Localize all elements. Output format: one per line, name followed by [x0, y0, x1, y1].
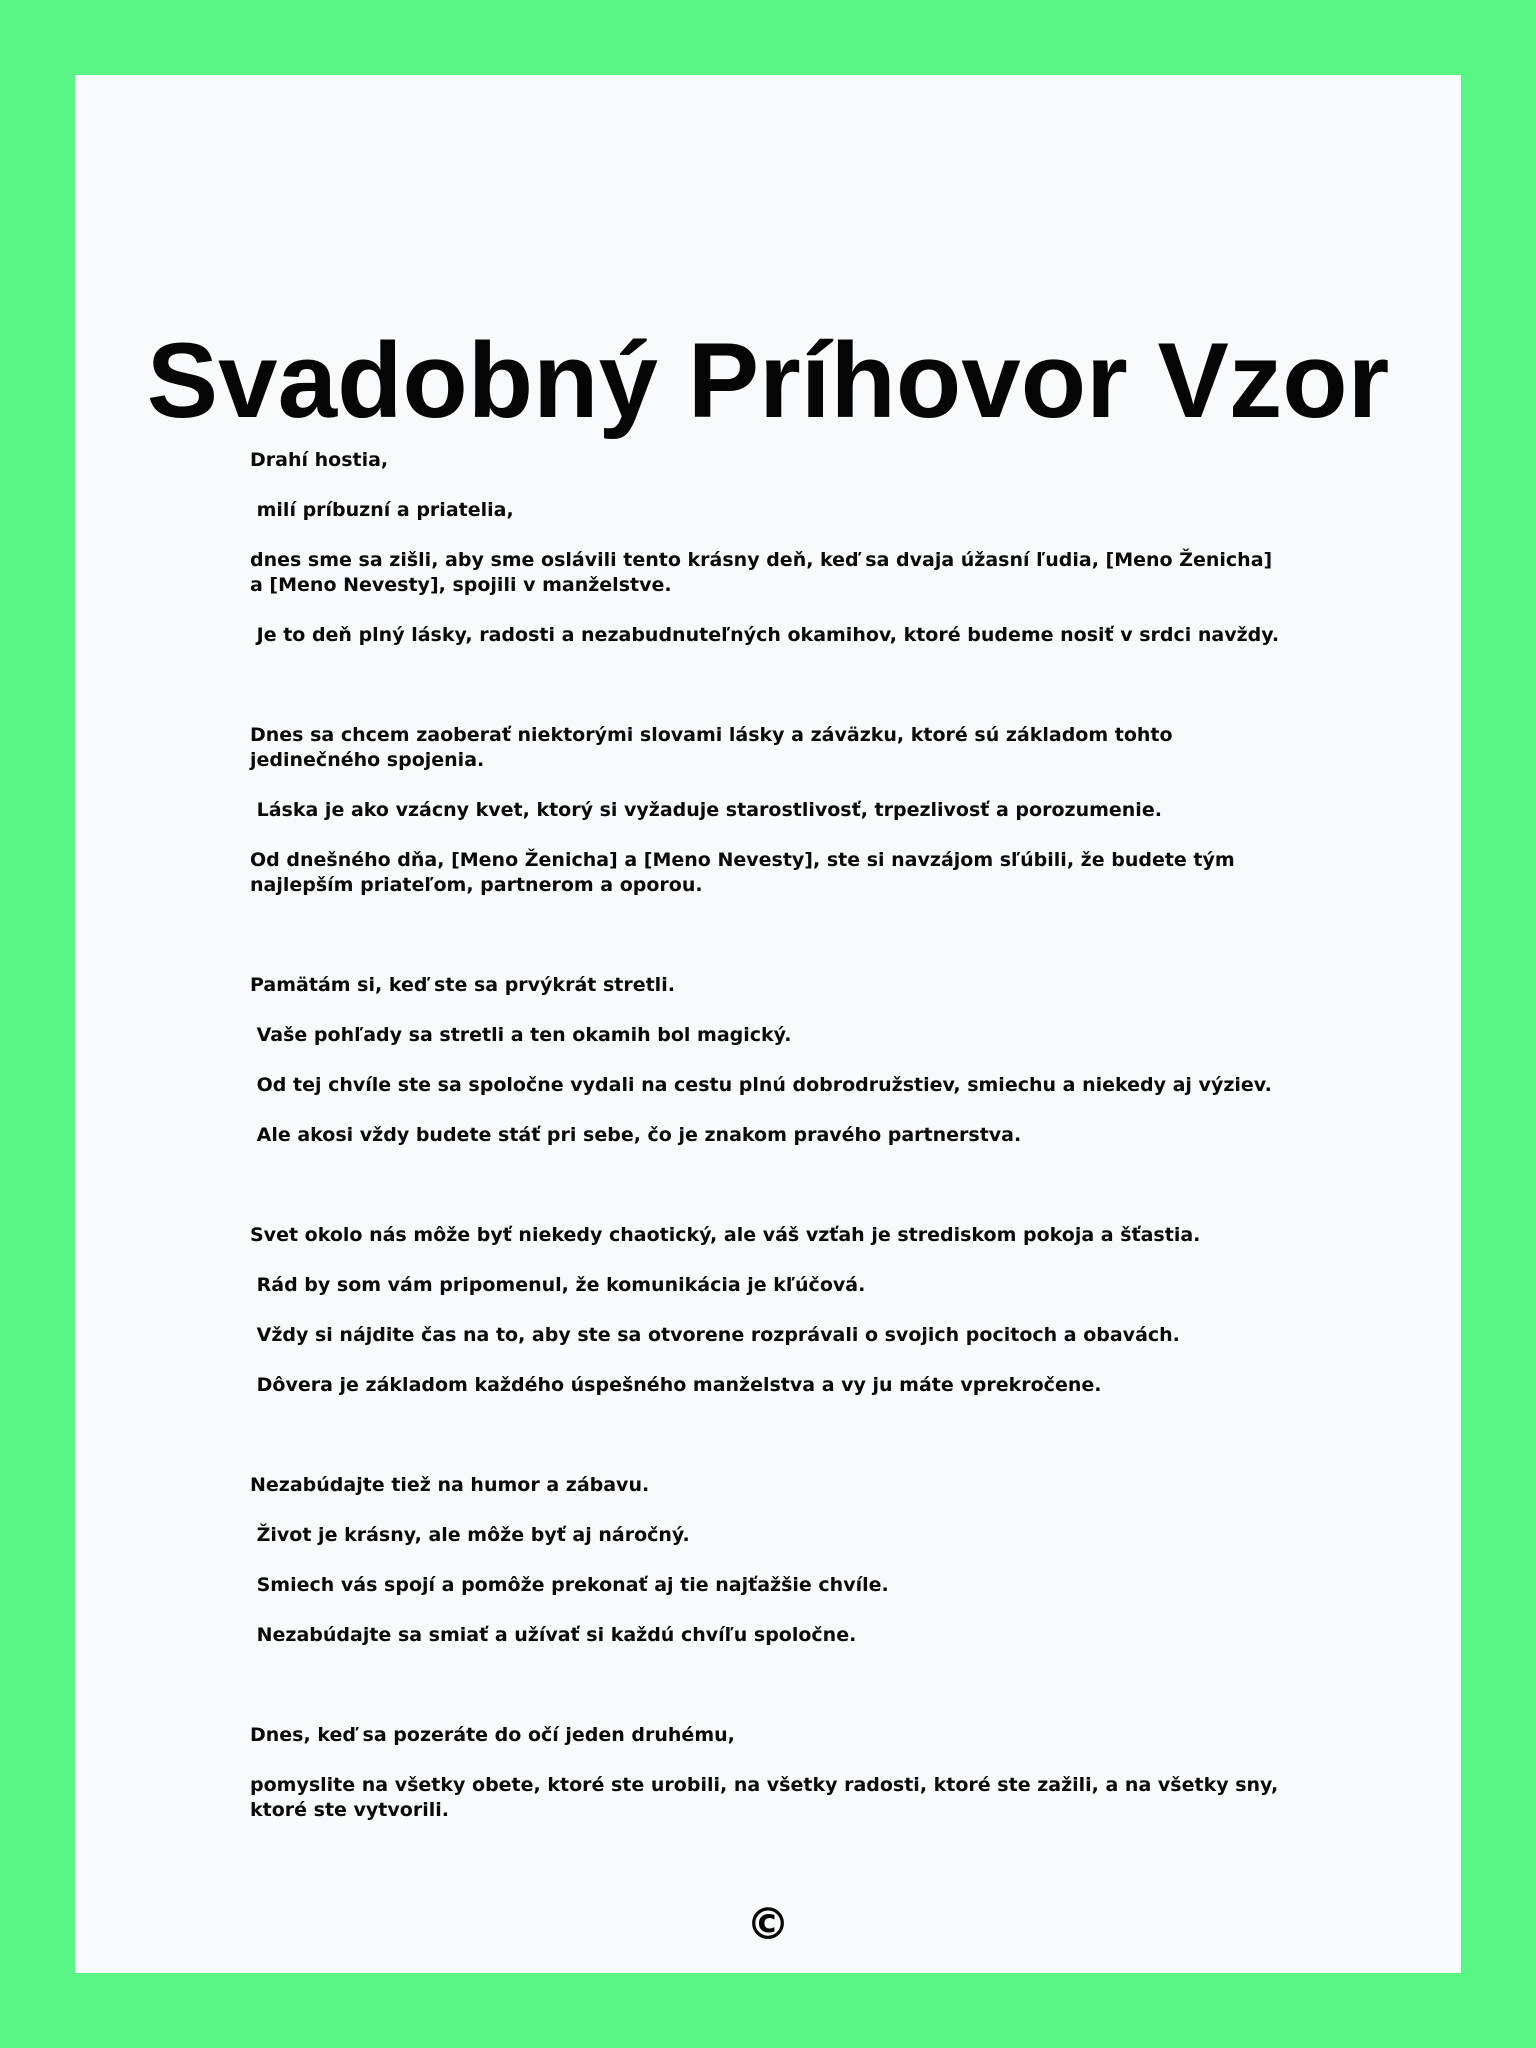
speech-section-4 [250, 1223, 1290, 1398]
paragraph: Rád by som vám pripomenul, že komunikácia je kľúčová. [250, 1274, 866, 1296]
paragraph: Drahí hostia, [250, 449, 389, 471]
paragraph: Od tej chvíle ste sa spoločne vydali na cestu plnú dobrodružstiev, smiechu a niekedy aj výziev. [250, 1074, 1272, 1096]
speech-body [250, 448, 1290, 1823]
paragraph: Je to deň plný lásky, radosti a nezabudnuteľných okamihov, ktoré budeme nosiť v srdci navždy. [250, 624, 1280, 646]
speech-section-6 [250, 1723, 1290, 1823]
paragraph: Vaše pohľady sa stretli a ten okamih bol magický. [250, 1024, 792, 1046]
page-title: Svadobný Príhovor Vzor [146, 320, 1390, 440]
paragraph: Dnes, keď sa pozeráte do očí jeden druhému, [250, 1724, 735, 1746]
paragraph: milí príbuzní a priatelia, [250, 499, 514, 521]
speech-section-1 [250, 448, 1290, 648]
paragraph: Nezabúdajte tiež na humor a zábavu. [250, 1474, 650, 1496]
document-page [75, 75, 1461, 1973]
speech-section-5 [250, 1473, 1290, 1648]
paragraph: Pamätám si, keď ste sa prvýkrát stretli. [250, 974, 675, 996]
paragraph: Smiech vás spojí a pomôže prekonať aj tie najťažšie chvíle. [250, 1574, 889, 1596]
paragraph: Nezabúdajte sa smiať a užívať si každú chvíľu spoločne. [250, 1624, 857, 1646]
paragraph: Život je krásny, ale môže byť aj náročný. [250, 1524, 690, 1546]
paragraph: Ale akosi vždy budete stáť pri sebe, čo je znakom pravého partnerstva. [250, 1124, 1022, 1146]
speech-section-3 [250, 973, 1290, 1148]
speech-section-2 [250, 723, 1290, 898]
paragraph: Vždy si nájdite čas na to, aby ste sa otvorene rozprávali o svojich pocitoch a obavách. [250, 1324, 1180, 1346]
paragraph: Dôvera je základom každého úspešného manželstva a vy ju máte vprekročene. [250, 1374, 1102, 1396]
paragraph: Láska je ako vzácny kvet, ktorý si vyžaduje starostlivosť, trpezlivosť a porozumenie. [250, 799, 1162, 821]
paragraph: pomyslite na všetky obete, ktoré ste urobili, na všetky radosti, ktoré ste zažili, a na všetky sny, ktoré ste vytvorili. [250, 1774, 1285, 1821]
paragraph: dnes sme sa zišli, aby sme oslávili tento krásny deň, keď sa dvaja úžasní ľudia, [Meno Ženicha] a [Meno Nevesty], spojili v manželstve. [250, 549, 1279, 596]
copyright-icon: © [746, 1899, 790, 1950]
paragraph: Dnes sa chcem zaoberať niektorými slovami lásky a záväzku, ktoré sú základom tohto jedinečného spojenia. [250, 724, 1180, 771]
paragraph: Od dnešného dňa, [Meno Ženicha] a [Meno Nevesty], ste si navzájom sľúbili, že budete tým najlepším priateľom, partnerom a oporou. [250, 849, 1242, 896]
paragraph: Svet okolo nás môže byť niekedy chaotický, ale váš vzťah je strediskom pokoja a šťastia. [250, 1224, 1201, 1246]
